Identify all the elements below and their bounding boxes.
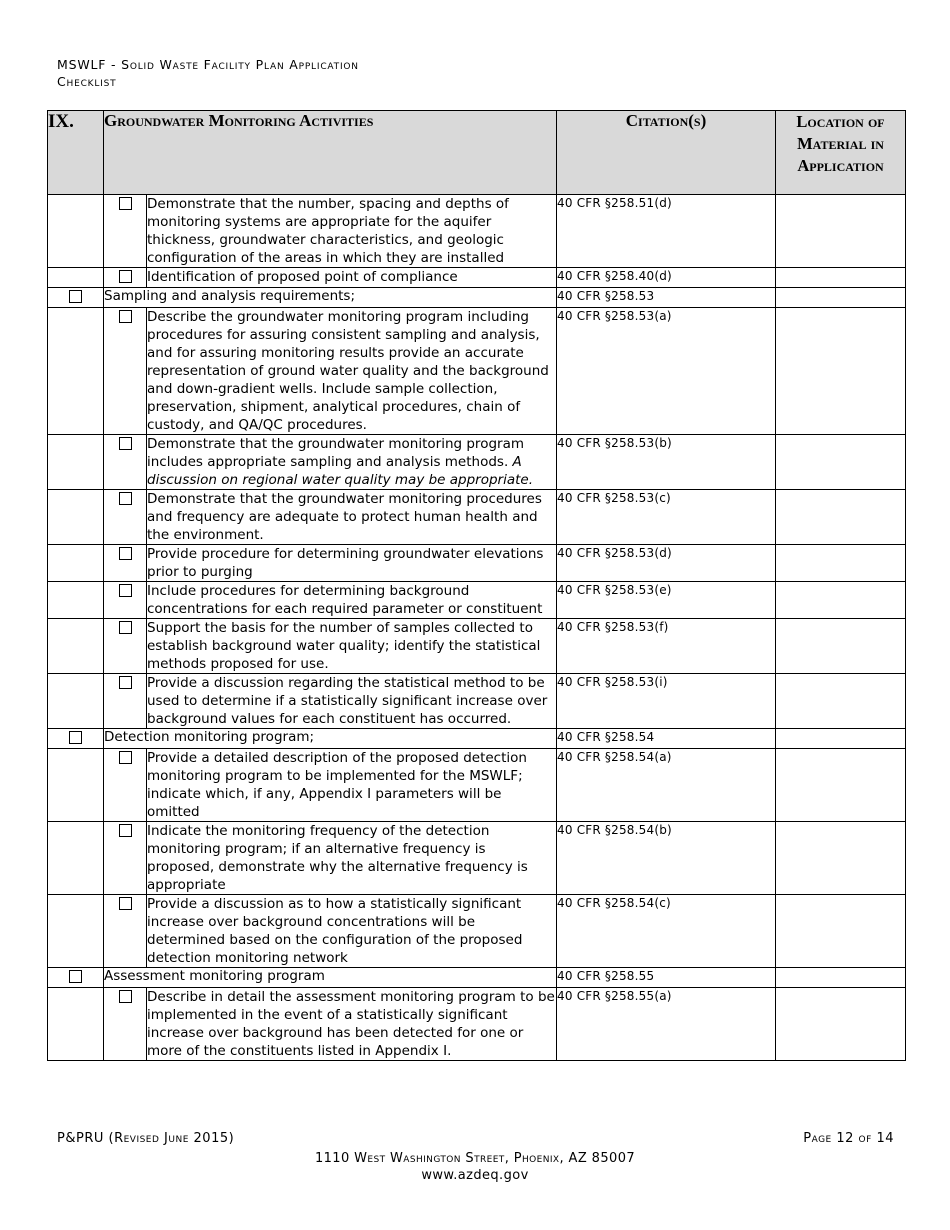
table-row: [48, 490, 906, 545]
item-description: Indicate the monitoring frequency of the detection monitoring program; if an alternative frequency is proposed, demonstrate why the alternative frequency is appropriate: [147, 822, 557, 895]
table-row: [48, 582, 906, 619]
citation: 40 CFR §258.54(b): [557, 822, 776, 895]
item-description: Demonstrate that the groundwater monitoring program includes appropriate sampling and analysis methods. A discussion on regional water quality may be appropriate.: [147, 435, 557, 490]
location-cell[interactable]: [776, 545, 906, 582]
table-row: [48, 968, 906, 988]
citation: 40 CFR §258.55: [557, 968, 776, 988]
item-description: Include procedures for determining background concentrations for each required parameter or constituent: [147, 582, 557, 619]
checkbox[interactable]: [119, 676, 132, 689]
item-description: Identification of proposed point of compliance: [147, 268, 557, 288]
table-row: [48, 619, 906, 674]
group-label: Detection monitoring program;: [104, 729, 557, 749]
checkbox[interactable]: [119, 897, 132, 910]
footer-revision: P&PRU (Revised June 2015): [57, 1131, 235, 1146]
location-header: Location of Material in Application: [776, 111, 906, 195]
checkbox[interactable]: [69, 290, 82, 303]
location-cell[interactable]: [776, 490, 906, 545]
document-header: [57, 56, 359, 90]
section-number: IX.: [48, 111, 104, 195]
item-description: Demonstrate that the number, spacing and depths of monitoring systems are appropriate for the aquifer thickness, groundwater characteristics, and geologic configuration of the areas in which they are installed: [147, 195, 557, 268]
footer-address-block: [0, 1150, 950, 1184]
item-description: Support the basis for the number of samples collected to establish background water quality; identify the statistical methods proposed for use.: [147, 619, 557, 674]
item-description: Demonstrate that the groundwater monitoring procedures and frequency are adequate to protect human health and the environment.: [147, 490, 557, 545]
location-cell[interactable]: [776, 895, 906, 968]
citation: 40 CFR §258.40(d): [557, 268, 776, 288]
table-row: [48, 988, 906, 1061]
citation: 40 CFR §258.53(i): [557, 674, 776, 729]
group-label: Assessment monitoring program: [104, 968, 557, 988]
citation: 40 CFR §258.55(a): [557, 988, 776, 1061]
checkbox[interactable]: [119, 824, 132, 837]
table-row: [48, 749, 906, 822]
checkbox[interactable]: [119, 621, 132, 634]
location-cell[interactable]: [776, 729, 906, 749]
table-row: [48, 268, 906, 288]
location-cell[interactable]: [776, 822, 906, 895]
page-number: Page 12 of 14: [803, 1131, 894, 1146]
item-description: Provide a discussion regarding the statistical method to be used to determine if a statistically significant increase over background values for each constituent has occurred.: [147, 674, 557, 729]
table-header-row: [48, 111, 906, 195]
location-cell[interactable]: [776, 619, 906, 674]
item-description: Provide procedure for determining groundwater elevations prior to purging: [147, 545, 557, 582]
header-title: MSWLF - Solid Waste Facility Plan Application: [57, 57, 359, 72]
table-row: [48, 729, 906, 749]
location-cell[interactable]: [776, 195, 906, 268]
location-cell[interactable]: [776, 582, 906, 619]
checkbox[interactable]: [119, 584, 132, 597]
table-row: [48, 674, 906, 729]
item-description: Describe in detail the assessment monitoring program to be implemented in the event of a statistically significant increase over background has been detected for one or more of the constituents listed in Appendix I.: [147, 989, 555, 1059]
citation: 40 CFR §258.54: [557, 729, 776, 749]
citation-header: Citation(s): [557, 111, 776, 195]
checkbox[interactable]: [119, 990, 132, 1003]
citation: 40 CFR §258.51(d): [557, 195, 776, 268]
checkbox[interactable]: [119, 751, 132, 764]
footer-address: 1110 West Washington Street, Phoenix, AZ 85007: [314, 1151, 636, 1166]
table-row: [48, 435, 906, 490]
table-row: [48, 195, 906, 268]
item-description: Describe the groundwater monitoring program including procedures for assuring consistent sampling and analysis, and for assuring monitoring results provide an accurate representation of ground water quality and the background and down-gradient wells. Include sample collection, preservation, shipment, analytical procedures, chain of custody, and QA/QC procedures.: [147, 308, 557, 435]
location-cell[interactable]: [776, 288, 906, 308]
header-subtitle: Checklist: [57, 74, 117, 89]
item-description: Provide a discussion as to how a statistically significant increase over background concentrations will be determined based on the configuration of the proposed detection monitoring network: [147, 895, 557, 968]
item-description: Provide a detailed description of the proposed detection monitoring program to be implemented for the MSWLF; indicate which, if any, Appendix I parameters will be omitted: [147, 749, 557, 822]
citation: 40 CFR §258.53(c): [557, 490, 776, 545]
citation: 40 CFR §258.53(b): [557, 435, 776, 490]
table-row: [48, 288, 906, 308]
citation: 40 CFR §258.53(a): [557, 308, 776, 435]
section-title: Groundwater Monitoring Activities: [104, 111, 557, 195]
citation: 40 CFR §258.54(a): [557, 749, 776, 822]
checkbox[interactable]: [119, 270, 132, 283]
checkbox[interactable]: [69, 970, 82, 983]
citation: 40 CFR §258.53: [557, 288, 776, 308]
location-cell[interactable]: [776, 308, 906, 435]
footer-website: www.azdeq.gov: [421, 1168, 529, 1183]
citation: 40 CFR §258.53(e): [557, 582, 776, 619]
location-cell[interactable]: [776, 988, 906, 1061]
table-row: [48, 545, 906, 582]
location-cell[interactable]: [776, 674, 906, 729]
location-cell[interactable]: [776, 749, 906, 822]
citation: 40 CFR §258.53(d): [557, 545, 776, 582]
location-cell[interactable]: [776, 968, 906, 988]
citation: 40 CFR §258.53(f): [557, 619, 776, 674]
location-cell[interactable]: [776, 268, 906, 288]
checkbox[interactable]: [119, 197, 132, 210]
table-row: [48, 895, 906, 968]
checkbox[interactable]: [119, 492, 132, 505]
table-row: [48, 308, 906, 435]
location-cell[interactable]: [776, 435, 906, 490]
checkbox[interactable]: [119, 437, 132, 450]
checkbox[interactable]: [119, 310, 132, 323]
table-row: [48, 822, 906, 895]
citation: 40 CFR §258.54(c): [557, 895, 776, 968]
checklist-table: [47, 110, 906, 1061]
checkbox[interactable]: [119, 547, 132, 560]
group-label: Sampling and analysis requirements;: [104, 288, 557, 308]
checkbox[interactable]: [69, 731, 82, 744]
